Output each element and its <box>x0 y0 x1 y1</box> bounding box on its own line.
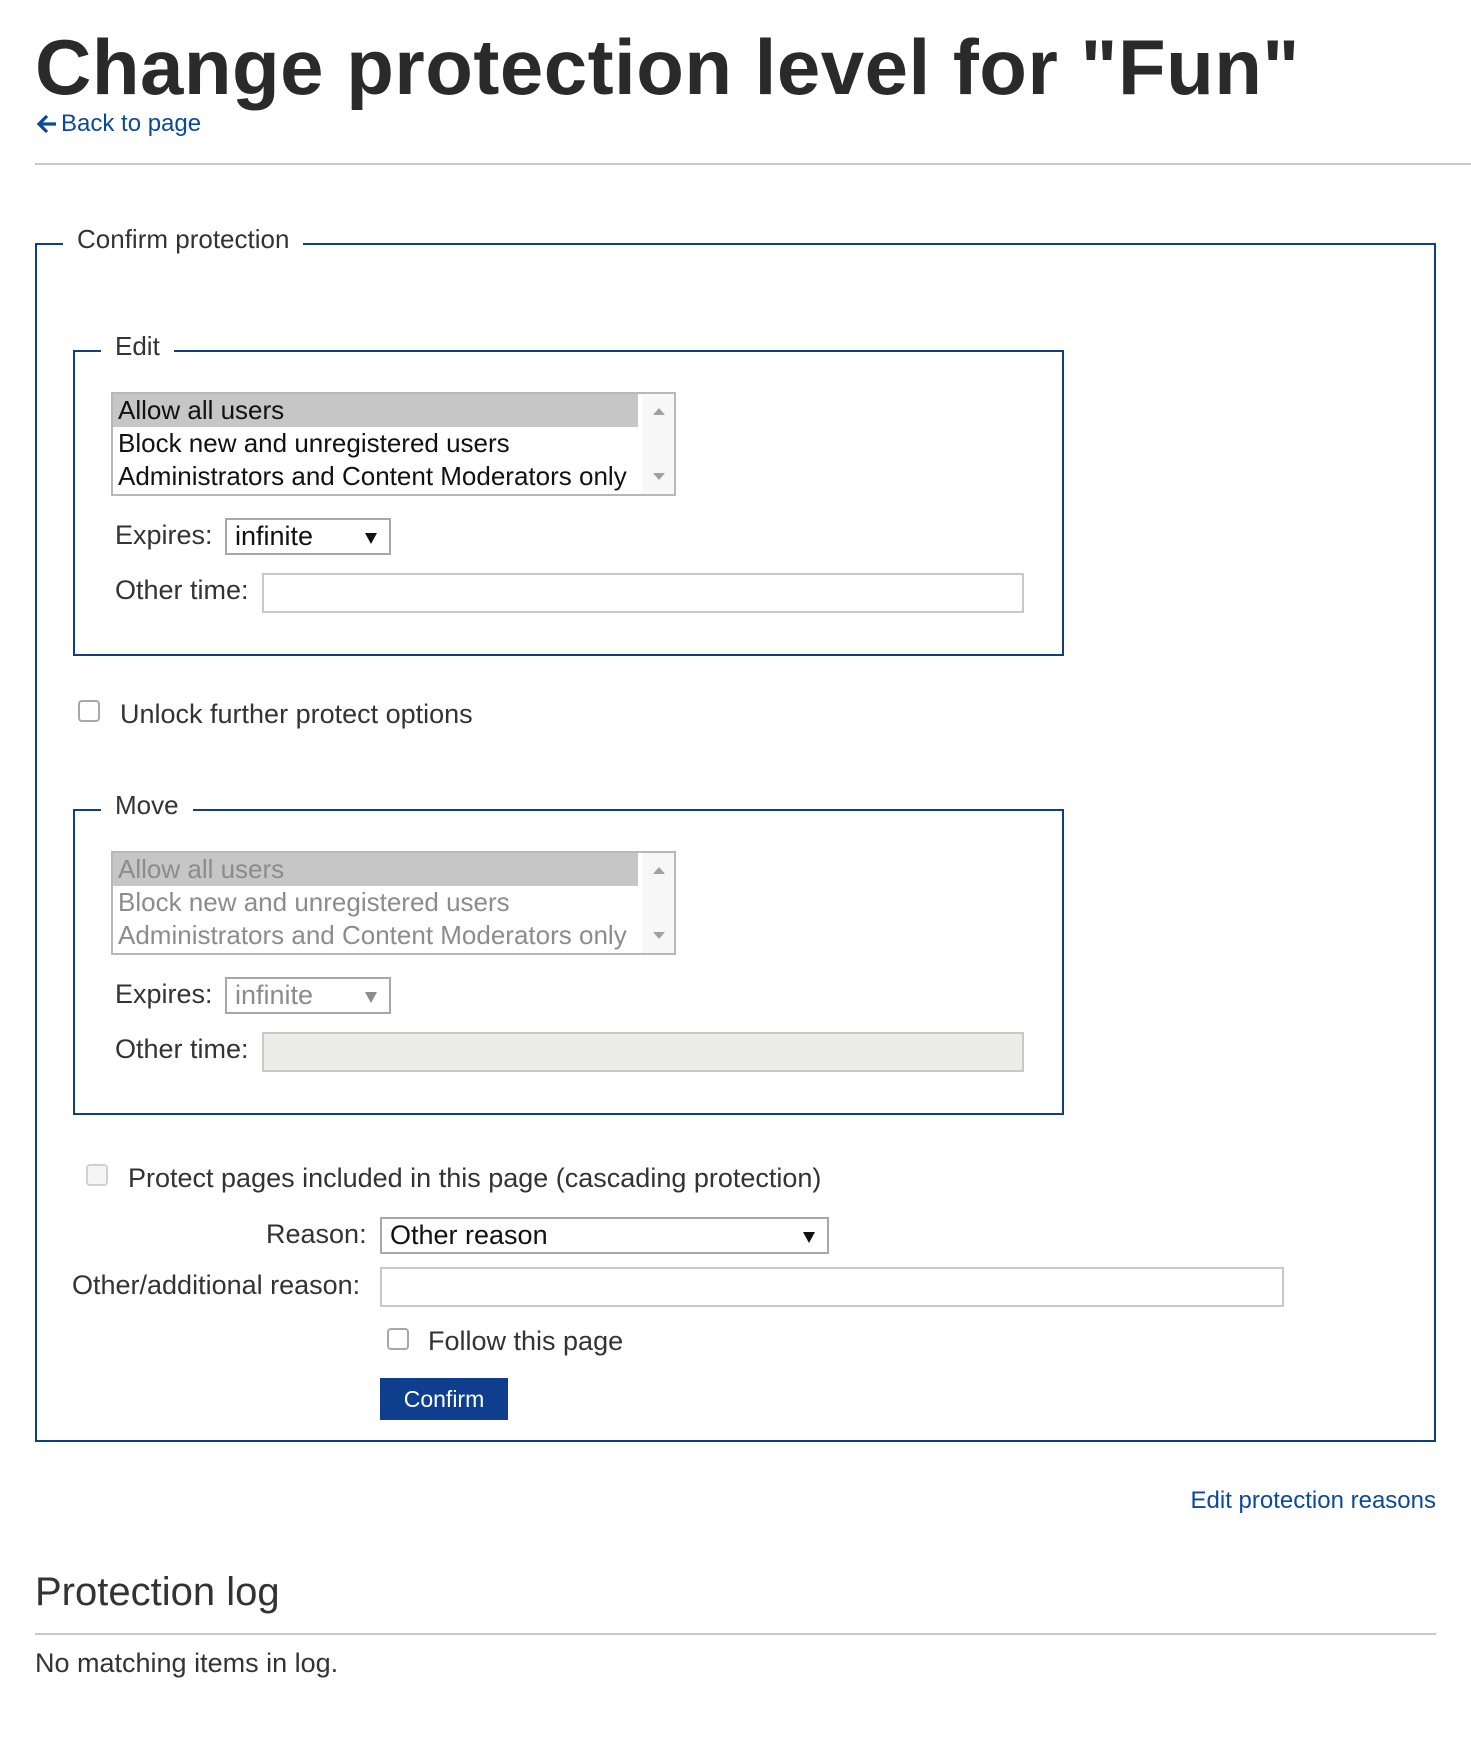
edit-fieldset <box>73 331 1064 656</box>
scroll-down-arrow-icon <box>653 932 665 939</box>
dropdown-arrow-icon <box>803 1232 815 1243</box>
listbox-scrollbar[interactable] <box>642 394 674 494</box>
divider <box>35 1633 1436 1635</box>
edit-level-listbox[interactable] <box>111 392 676 496</box>
edit-other-time-input[interactable] <box>262 573 1024 613</box>
reason-select[interactable] <box>380 1217 829 1254</box>
move-other-time-label: Other time: <box>115 1034 249 1064</box>
listbox-option[interactable]: Allow all users <box>113 394 638 427</box>
confirm-protection-legend: Confirm protection <box>63 224 303 255</box>
follow-page-checkbox[interactable] <box>387 1328 409 1350</box>
listbox-option: Allow all users <box>113 853 638 886</box>
edit-protection-reasons-link[interactable]: Edit protection reasons <box>1190 1487 1436 1514</box>
move-expires-value: infinite <box>235 980 314 1010</box>
edit-other-time-label: Other time: <box>115 575 249 605</box>
reason-value: Other reason <box>390 1220 548 1250</box>
unlock-options-checkbox[interactable] <box>78 700 100 722</box>
confirm-protection-fieldset <box>35 224 1436 1442</box>
scroll-up-arrow-icon <box>653 867 665 874</box>
dropdown-arrow-icon <box>365 533 377 544</box>
listbox-scrollbar <box>642 853 674 953</box>
edit-legend: Edit <box>101 331 174 362</box>
page-title: Change protection level for "Fun" <box>35 23 1300 111</box>
move-expires-select <box>225 977 391 1014</box>
move-expires-label: Expires: <box>115 979 213 1009</box>
protection-log-heading: Protection log <box>35 1570 280 1614</box>
follow-page-label[interactable]: Follow this page <box>428 1326 624 1356</box>
unlock-options-label[interactable]: Unlock further protect options <box>120 699 473 729</box>
cascade-label: Protect pages included in this page (cascading protection) <box>128 1163 822 1193</box>
move-level-listbox <box>111 851 676 955</box>
listbox-option[interactable]: Block new and unregistered users <box>118 428 510 458</box>
move-legend: Move <box>101 790 193 821</box>
move-fieldset <box>73 790 1064 1115</box>
move-other-time-input <box>262 1032 1024 1072</box>
additional-reason-input[interactable] <box>380 1267 1284 1307</box>
listbox-option[interactable]: Administrators and Content Moderators only <box>118 461 627 491</box>
edit-expires-select[interactable] <box>225 518 391 555</box>
divider <box>35 163 1471 165</box>
arrow-left-icon <box>37 114 57 134</box>
edit-expires-value: infinite <box>235 521 314 551</box>
additional-reason-label: Other/additional reason: <box>72 1270 361 1300</box>
listbox-option: Administrators and Content Moderators only <box>118 920 627 950</box>
log-empty-message: No matching items in log. <box>35 1648 339 1678</box>
back-to-page-link[interactable] <box>37 110 201 138</box>
cascade-checkbox <box>86 1164 108 1186</box>
scroll-down-arrow-icon[interactable] <box>653 473 665 480</box>
confirm-button[interactable]: Confirm <box>380 1378 508 1420</box>
scroll-up-arrow-icon[interactable] <box>653 408 665 415</box>
edit-expires-label: Expires: <box>115 520 213 550</box>
listbox-option: Block new and unregistered users <box>118 887 510 917</box>
reason-label: Reason: <box>266 1219 367 1249</box>
dropdown-arrow-icon <box>365 992 377 1003</box>
back-to-page-label: Back to page <box>61 110 202 137</box>
